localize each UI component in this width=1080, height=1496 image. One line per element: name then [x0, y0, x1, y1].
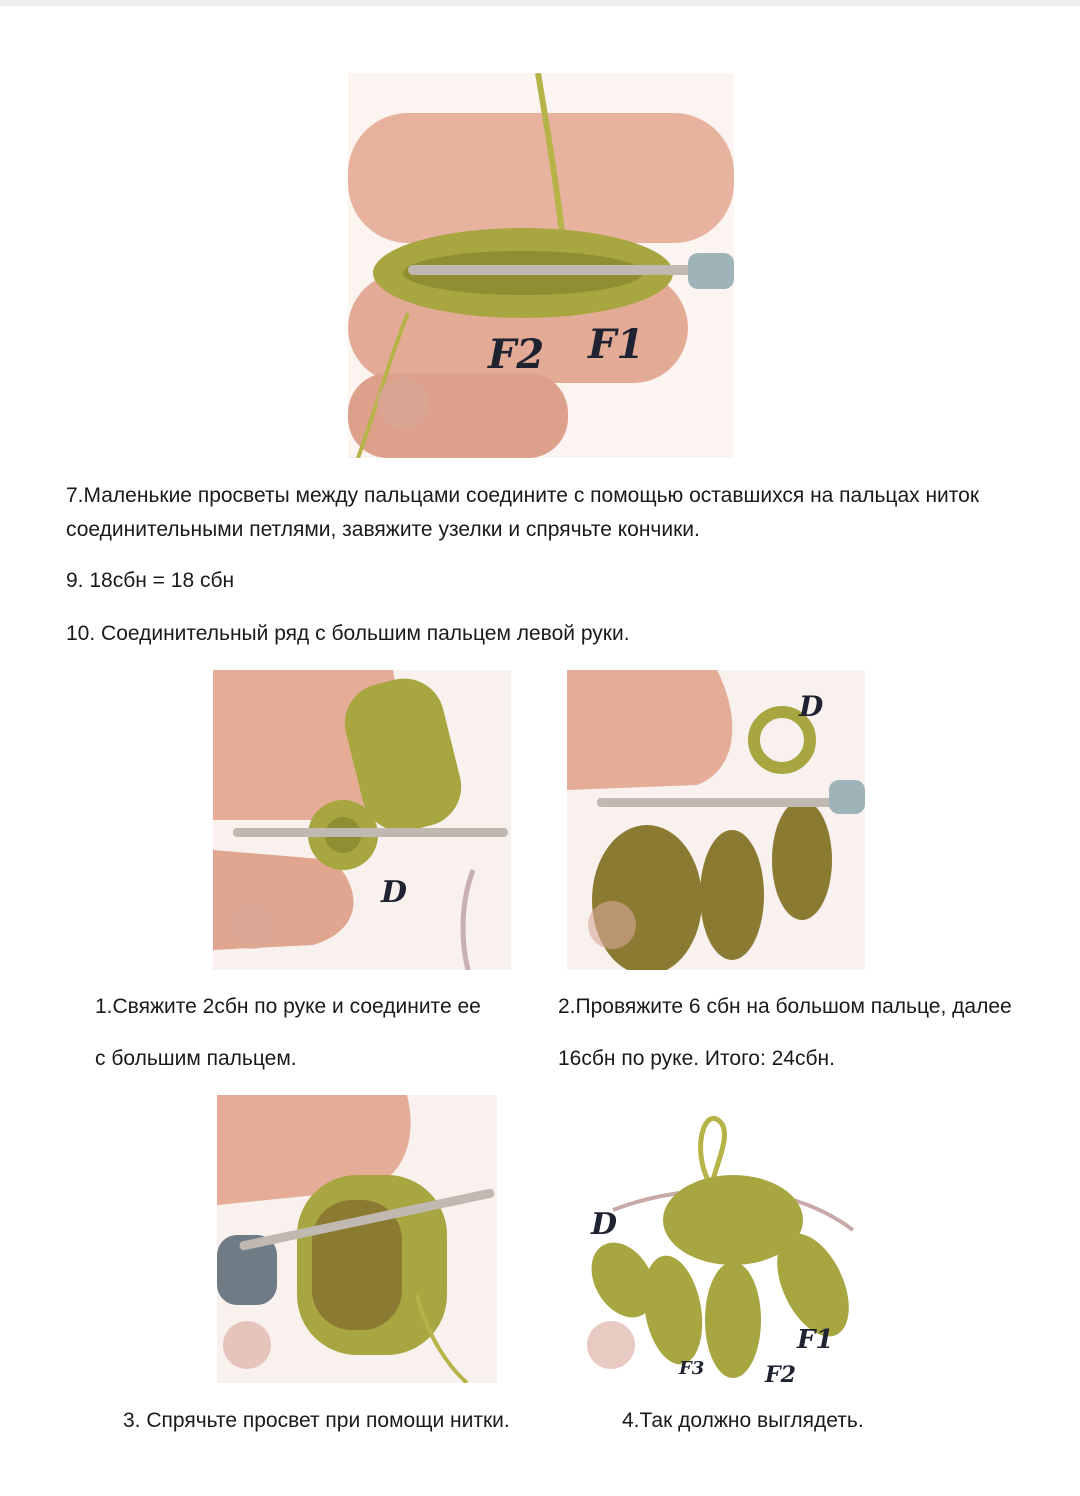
label-f2: F2: [765, 1362, 796, 1388]
photo-step-2: [567, 670, 865, 970]
caption-2-line-1: 2.Провяжите 6 сбн на большом пальце, далее: [558, 995, 1012, 1018]
step-9-text: 9. 18сбн = 18 сбн: [66, 569, 235, 592]
caption-4: 4.Так должно выглядеть.: [622, 1409, 864, 1432]
step-10-text: 10. Соединительный ряд с большим пальцем левой руки.: [66, 622, 630, 645]
photo-step-3: [217, 1095, 497, 1383]
watermark-logo: [377, 377, 429, 429]
label-d: D: [799, 690, 824, 723]
caption-3: 3. Спрячьте просвет при помощи нитки.: [123, 1409, 510, 1432]
watermark-logo: [587, 1321, 635, 1369]
watermark-logo: [229, 901, 277, 949]
caption-1-line-2: с большим пальцем.: [95, 1047, 297, 1070]
photo-step-4-result: [573, 1110, 865, 1390]
label-d: D: [591, 1207, 618, 1242]
caption-2-line-2: 16сбн по руке. Итого: 24сбн.: [558, 1047, 835, 1070]
watermark-logo: [588, 901, 636, 949]
watermark-logo: [223, 1321, 271, 1369]
label-d: D: [381, 875, 408, 910]
caption-1-line-1: 1.Свяжите 2сбн по руке и соедините ее: [95, 995, 481, 1018]
step-7-text: 7.Маленькие просветы между пальцами соедините с помощью оставшихся на пальцах ниток соединительными петлями, завяжите узелки и спрячьте кончики.: [66, 484, 980, 541]
label-f1: F1: [588, 321, 645, 368]
label-f2: F2: [488, 331, 545, 378]
top-divider: [0, 0, 1080, 6]
photo-hand-ring-f1-f2: [348, 73, 734, 458]
label-f3: F3: [679, 1358, 705, 1379]
photo-step-1: [213, 670, 511, 970]
label-f1: F1: [797, 1325, 834, 1355]
